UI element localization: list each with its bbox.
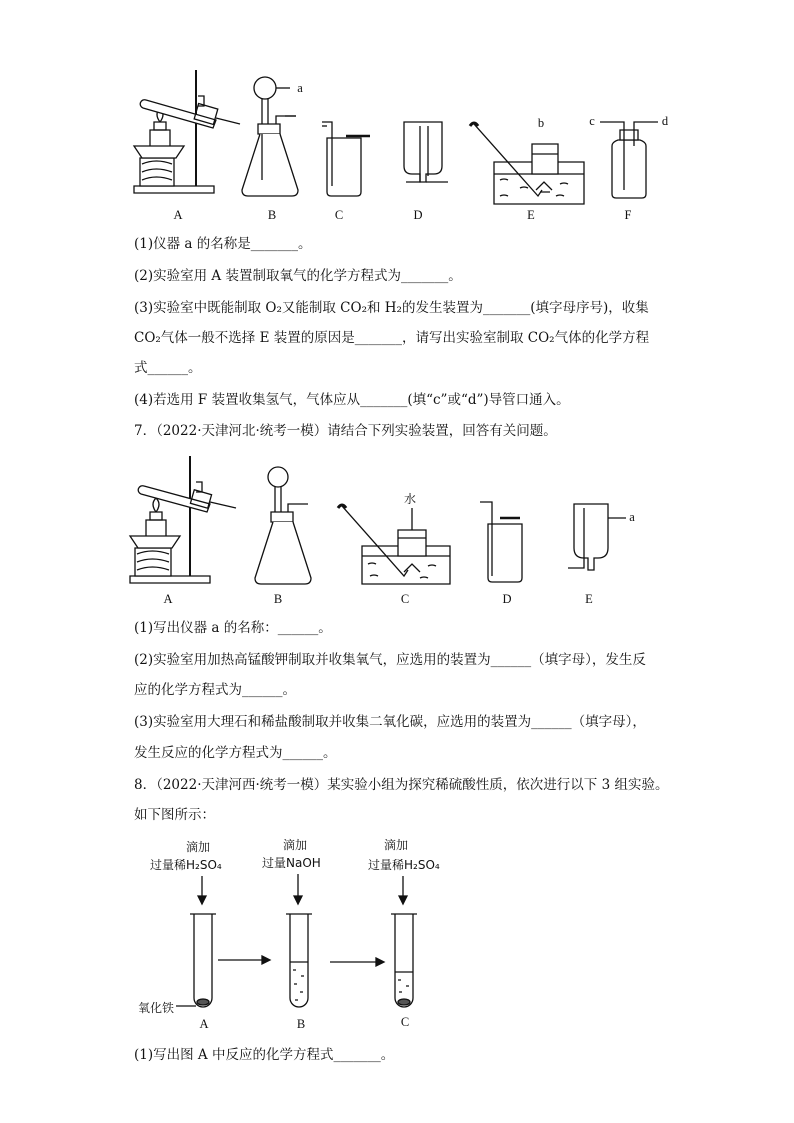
label-6B: B [267,208,277,222]
label-6A: A [173,208,183,222]
tubeC-reagent-label: 过量稀H₂SO₄ [368,858,440,872]
annotation-water: 水 [404,492,417,506]
question-6-2: (2)实验室用 A 装置制取氧气的化学方程式为_______。 [134,268,462,284]
label-7D: D [502,592,512,606]
question-6-3-line2: CO₂气体一般不选择 E 装置的原因是_______，请写出实验室制取 CO₂气体的化学方程 [134,330,650,346]
label-6F: F [624,208,632,222]
label-7B: B [273,592,283,606]
tubeB-add-label: 滴加 [283,838,308,852]
question-7-1: (1)写出仪器 a 的名称：______。 [134,620,332,636]
label-6D: D [413,208,423,222]
question-6-3-line1: (3)实验室中既能制取 O₂又能制取 CO₂和 H₂的发生装置为_______(填字母序号)，收集 [134,300,649,316]
section-7-header: 7．（2022·天津河北·统考一模）请结合下列实验装置，回答有关问题。 [134,423,557,439]
label-7C: C [400,592,410,606]
test-tube-B [286,914,312,1007]
test-tube-A [176,914,216,1007]
section-8-header-line2: 如下图所示： [134,807,215,823]
label-6C: C [334,208,344,222]
annotation-c: c [589,114,595,128]
label-8C: C [400,1015,410,1029]
question-7-2-line2: 应的化学方程式为______。 [134,682,296,698]
label-7E: E [585,592,593,606]
tubeA-reagent-label: 过量稀H₂SO₄ [150,858,222,872]
test-tube-C [391,914,417,1007]
label-8A: A [199,1017,209,1031]
tubeB-reagent-label: 过量NaOH [262,856,321,870]
label-6E: E [527,208,535,222]
question-8-1: (1)写出图 A 中反应的化学方程式_______。 [134,1047,395,1063]
label-7A: A [163,592,173,606]
tubeA-add-label: 滴加 [186,840,211,854]
question-6-4: (4)若选用 F 装置收集氢气，气体应从_______(填“c”或“d”)导管口通入。 [134,392,570,408]
question-7-3-line2: 发生反应的化学方程式为______。 [134,745,337,761]
annotation-b: b [537,116,545,130]
tubeC-add-label: 滴加 [384,838,409,852]
question-7-3-line1: (3)实验室用大理石和稀盐酸制取并收集二氧化碳，应选用的装置为______（填字母）， [134,714,646,730]
label-8B: B [296,1017,306,1031]
question-6-3-line3: 式______。 [134,360,202,376]
section-8-header-line1: 8．（2022·天津河西·统考一模）某实验小组为探究稀硫酸性质，依次进行以下 3 组实验。 [134,777,669,793]
annotation-d: d [661,114,669,128]
annotation-a: a [297,81,303,95]
iron-oxide-label: 氧化铁 [138,1001,175,1015]
question-7-2-line1: (2)实验室用加热高锰酸钾制取并收集氧气，应选用的装置为______（填字母），发生反 [134,652,646,668]
annotation-7-a: a [629,510,635,524]
question-6-1: (1)仪器 a 的名称是_______。 [134,236,312,252]
